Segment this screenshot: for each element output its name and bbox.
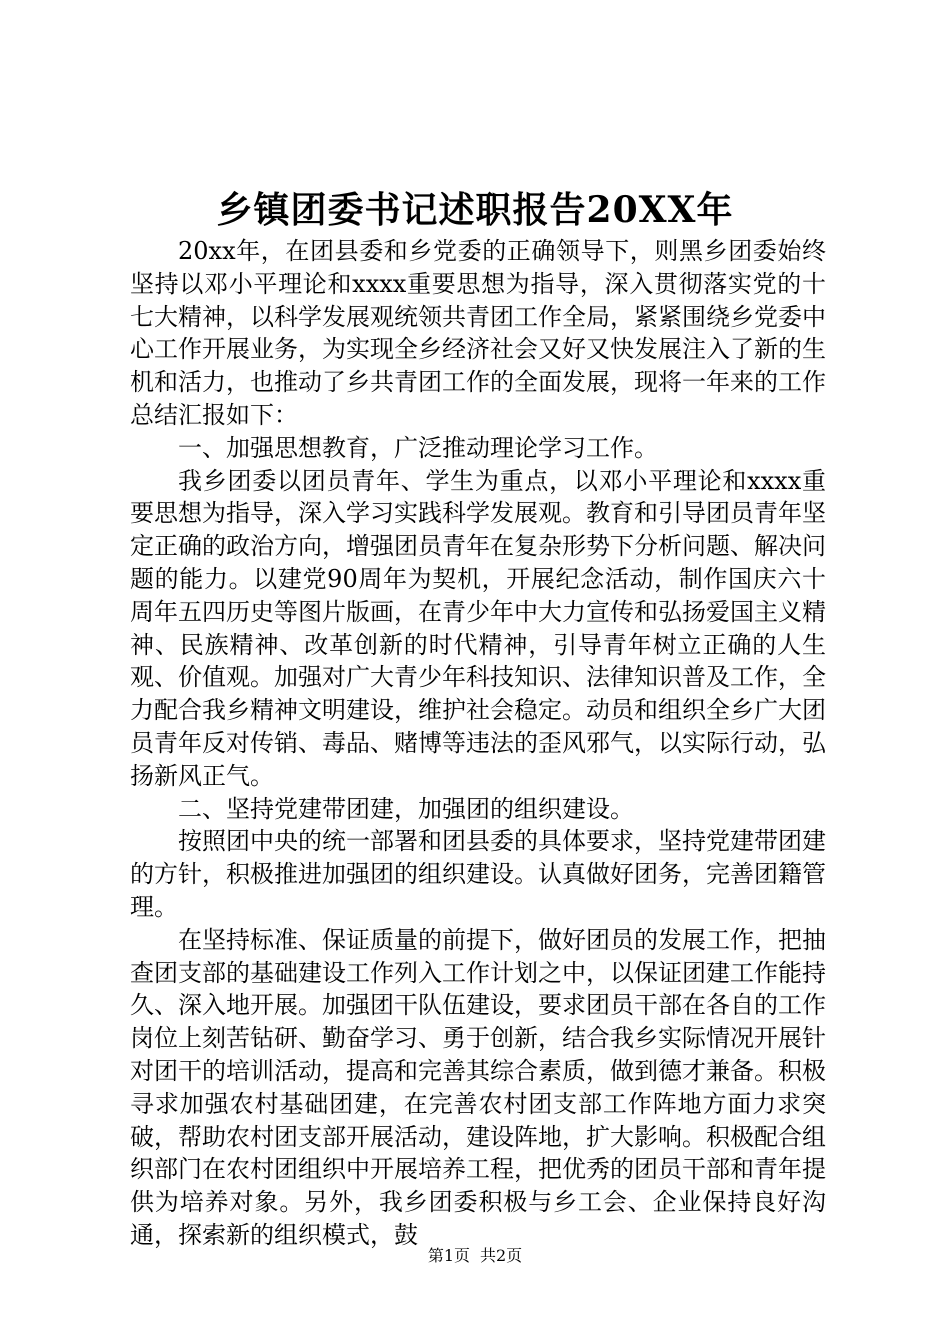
page-number-total: 共2页 [480, 1246, 523, 1265]
paragraph-section-1: 我乡团委以团员青年、学生为重点，以邓小平理论和xxxx重要思想为指导，深入学习实践科学发展观。教育和引导团员青年坚定正确的政治方向，增强团员青年在复杂形势下分析问题、解决问题的能力。以建党90周年为契机，开展纪念活动，制作国庆六十周年五四历史等图片版画，在青少年中大力宣传和弘扬爱国主义精神、民族精神、改革创新的时代精神，引导青年树立正确的人生观、价值观。加强对广大青少年科技知识、法律知识普及工作，全力配合我乡精神文明建设，维护社会稳定。动员和组织全乡广大团员青年反对传销、毒品、赌博等违法的歪风邪气，以实际行动，弘扬新风正气。 [130, 466, 826, 790]
document-body [130, 235, 826, 1252]
paragraph-section-2a: 按照团中央的统一部署和团县委的具体要求，坚持党建带团建的方针，积极推进加强团的组织建设。认真做好团务，完善团籍管理。 [130, 827, 826, 921]
paragraph-section-2b: 在坚持标准、保证质量的前提下，做好团员的发展工作，把抽查团支部的基础建设工作列入工作计划之中，以保证团建工作能持久、深入地开展。加强团干队伍建设，要求团员干部在各自的工作岗位上刻苦钻研、勤奋学习、勇于创新，结合我乡实际情况开展针对团干的培训活动，提高和完善其综合素质，做到德才兼备。积极寻求加强农村基础团建，在完善农村团支部工作阵地方面力求突破，帮助农村团支部开展活动，建设阵地，扩大影响。积极配合组织部门在农村团组织中开展培养工程，把优秀的团员干部和青年提供为培养对象。另外，我乡团委积极与乡工会、企业保持良好沟通，探索新的组织模式，鼓 [130, 925, 826, 1249]
paragraph-intro: 20xx年，在团县委和乡党委的正确领导下，则黑乡团委始终坚持以邓小平理论和xxxx重要思想为指导，深入贯彻落实党的十七大精神，以科学发展观统领共青团工作全局，紧紧围绕乡党委中心工作开展业务，为实现全乡经济社会又好又快发展注入了新的生机和活力，也推动了乡共青团工作的全面发展，现将一年来的工作总结汇报如下： [130, 237, 826, 429]
document-title: 乡镇团委书记述职报告20XX年 [216, 189, 734, 231]
paragraph-heading-2: 二、坚持党建带团建，加强团的组织建设。 [178, 794, 634, 823]
page-footer [0, 1245, 950, 1267]
paragraph-heading-1: 一、加强思想教育，广泛推动理论学习工作。 [178, 433, 658, 462]
page-number-current: 第1页 [427, 1246, 470, 1265]
